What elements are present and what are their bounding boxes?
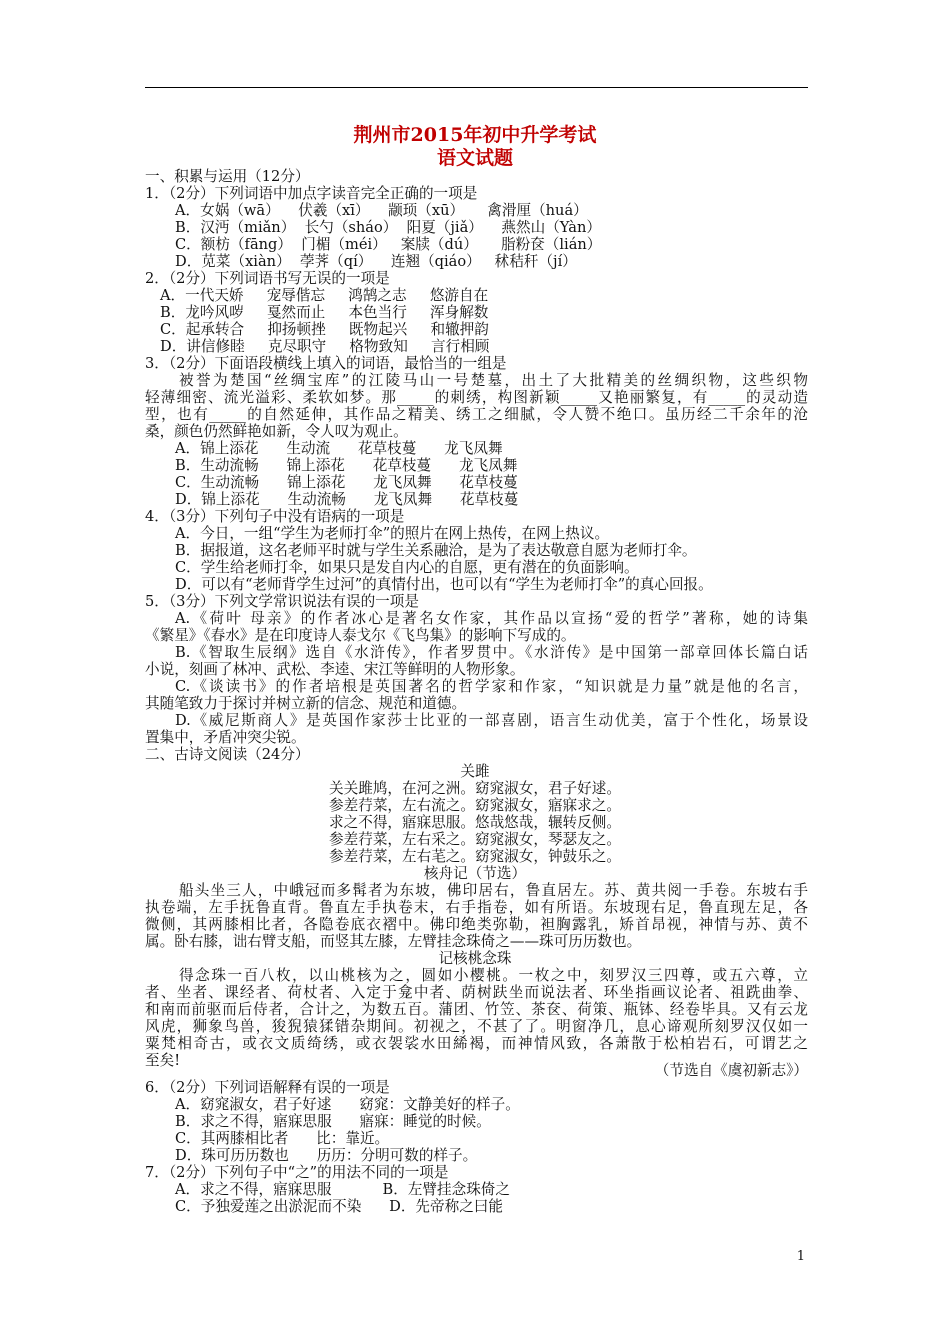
- text-line: 参差荇菜，左右芼之。窈窕淑女，钟鼓乐之。: [329, 848, 621, 865]
- document-subtitle: 语文试题: [436, 147, 513, 169]
- text-line: C．额枋（fāng） 门楣（méi） 案牍（dú） 脂粉奁（lián）: [175, 236, 602, 253]
- text-line: A．锦上添花 生动流 花草枝蔓 龙飞凤舞: [175, 440, 503, 457]
- text-line: （节选自《虞初新志》）: [654, 1062, 808, 1079]
- text-line: A.《荷叶 母亲》的作者冰心是著名女作家，其作品以宣扬“爱的哲学”著称，她的诗集: [175, 610, 808, 627]
- text-line: A．窈窕淑女，君子好逑 窈窕：文静美好的样子。: [175, 1096, 520, 1113]
- text-line: A．今日，一组“学生为老师打伞”的照片在网上热传，在网上热议。: [175, 525, 610, 542]
- text-line: B．汉沔（miǎn） 长勺（sháo） 阳夏（jiǎ） 燕然山（Yàn）: [175, 219, 601, 236]
- text-line: C．起承转合 抑扬顿挫 既物起兴 和辙押韵: [160, 321, 489, 338]
- text-line: B．求之不得，寤寐思服 寤寐：睡觉的时候。: [175, 1113, 491, 1130]
- text-line: 核舟记（节选）: [423, 865, 527, 882]
- text-line: D．珠可历历数也 历历：分明可数的样子。: [175, 1147, 478, 1164]
- text-line: 7．（2分）下列句子中“之”的用法不同的一项是: [145, 1164, 449, 1181]
- header-rule: [145, 87, 808, 88]
- text-line: D．锦上添花 生动流畅 龙飞凤舞 花草枝蔓: [175, 491, 519, 508]
- text-line: 一、积累与运用（12分）: [145, 168, 310, 185]
- text-line: 关雎: [460, 763, 490, 780]
- text-line: A．女娲（wā） 伏羲（xī） 颛顼（xū） 禽滑厘（huá）: [175, 202, 588, 219]
- text-line: 粟梵相奇古，或衣文质绮绣，或衣袈裟水田絺褐，而神情风致，各萧散于松柏岩石，可谓艺之: [145, 1035, 808, 1052]
- text-line: 风虎，狮象鸟兽，狻猊猿猱错杂期间。初视之，不甚了了。明窗净几，息心谛观所刻罗汉仅如一: [145, 1018, 808, 1035]
- text-line: 置集中，矛盾冲突尖锐。: [145, 729, 306, 746]
- page-number: 1: [796, 1249, 805, 1264]
- text-line: D．讲信修睦 克尽职守 格物致知 言行相顾: [160, 338, 490, 355]
- text-line: 参差荇菜，左右采之。窈窕淑女，琴瑟友之。: [329, 831, 621, 848]
- text-line: 求之不得，寤寐思服。悠哉悠哉，辗转反侧。: [329, 814, 621, 831]
- text-line: D．苋菜（xiàn） 荸荠（qí） 连翘（qiáo） 秫秸秆（jí）: [175, 253, 577, 270]
- text-line: 记核桃念珠: [438, 950, 512, 967]
- text-line: 5．（3分）下列文学常识说法有误的一项是: [145, 593, 419, 610]
- text-line: 得念珠一百八枚，以山桃核为之，圆如小樱桃。一枚之中，刻罗汉三四尊，或五六尊，立: [179, 967, 808, 984]
- text-line: C．生动流畅 锦上添花 龙飞凤舞 花草枝蔓: [175, 474, 518, 491]
- text-line: C.《谈读书》的作者培根是英国著名的哲学家和作家，“知识就是力量”就是他的名言，: [175, 678, 808, 695]
- text-line: D.《威尼斯商人》是英国作家莎士比亚的一部喜剧，语言生动优美，富于个性化，场景设: [175, 712, 808, 729]
- text-line: 属。卧右膝，诎右臂支船，而竖其左膝，左臂挂念珠倚之——珠可历历数也。: [145, 933, 642, 950]
- text-line: 参差荇菜，左右流之。窈窕淑女，寤寐求之。: [329, 797, 621, 814]
- text-line: A．一代天娇 宠辱偕忘 鸿鹄之志 悠游自在: [160, 287, 489, 304]
- text-line: 4．（3分）下列句子中没有语病的一项是: [145, 508, 405, 525]
- text-line: 关关雎鸠，在河之洲。窈窕淑女，君子好逑。: [329, 780, 621, 797]
- text-line: 轻薄细密、流光溢彩、柔软如梦。那_____的刺绣，构图新颖_____又艳丽繁复，有_____的灵动造: [145, 389, 808, 406]
- text-line: 和南而前驱而后侍者，合计之，为数五百。蒲团、竹笠、茶奁、荷策、瓶钵、经卷毕具。又有云龙: [145, 1001, 808, 1018]
- text-line: 二、古诗文阅读（24分）: [145, 746, 310, 763]
- text-line: 《繁星》《春水》是在印度诗人泰戈尔《飞鸟集》的影响下写成的。: [145, 627, 576, 644]
- text-line: B.《智取生辰纲》选自《水浒传》，作者罗贯中。《水浒传》是中国第一部章回体长篇白话: [175, 644, 808, 661]
- text-line: C．其两膝相比者 比：靠近。: [175, 1130, 390, 1147]
- text-line: 至矣!: [145, 1052, 181, 1069]
- text-line: 型，也有_____的自然延伸，其作品之精美、绣工之细腻，令人赞不绝口。虽历经二千余年的沧: [145, 406, 808, 423]
- text-line: 小说，刻画了林冲、武松、李逵、宋江等鲜明的人物形象。: [145, 661, 525, 678]
- text-line: B．生动流畅 锦上添花 花草枝蔓 龙飞凤舞: [175, 457, 518, 474]
- text-line: C．学生给老师打伞，如果只是发自内心的自愿，更有潜在的负面影响。: [175, 559, 639, 576]
- text-line: 桑，颜色仍然鲜艳如新，令人叹为观止。: [145, 423, 408, 440]
- text-line: 者、坐者、课经者、荷杖者、入定于龛中者、荫树趺坐而说法者、环坐指画议论者、祖跣曲拳、: [145, 984, 808, 1001]
- text-line: 其随笔致力于探讨并树立新的信念、规范和道德。: [145, 695, 467, 712]
- text-line: D．可以有“老师背学生过河”的真情付出，也可以有“学生为老师打伞”的真心回报。: [175, 576, 713, 593]
- text-line: 船头坐三人，中峨冠而多髯者为东坡，佛印居右，鲁直居左。苏、黄共阅一手卷。东坡右手: [179, 882, 808, 899]
- text-line: 6．（2分）下列词语解释有误的一项是: [145, 1079, 390, 1096]
- text-line: 执卷端，左手抚鲁直背。鲁直左手执卷末，右手指卷，如有所语。东坡现右足，鲁直现左足，各: [145, 899, 808, 916]
- text-line: 1．（2分）下列词语中加点字读音完全正确的一项是: [145, 185, 478, 202]
- document-title: 荆州市2015年初中升学考试: [353, 124, 597, 146]
- text-line: 微侧，其两膝相比者，各隐卷底衣褶中。佛印绝类弥勒，袒胸露乳，矫首昂视，神情与苏、黄不: [145, 916, 808, 933]
- text-line: B．龙吟风哕 戛然而止 本色当行 浑身解数: [160, 304, 489, 321]
- text-line: 被誉为楚国“丝绸宝库”的江陵马山一号楚墓，出土了大批精美的丝绸织物，这些织物: [179, 372, 808, 389]
- text-line: C．予独爱莲之出淤泥而不染 D．先帝称之曰能: [175, 1198, 503, 1215]
- text-line: B．据报道，这名老师平时就与学生关系融洽，是为了表达敬意自愿为老师打伞。: [175, 542, 697, 559]
- text-line: 3．（2分）下面语段横线上填入的词语，最恰当的一组是: [145, 355, 507, 372]
- text-line: 2．（2分）下列词语书写无误的一项是: [145, 270, 390, 287]
- text-line: A．求之不得，寤寐思服 B．左臂挂念珠倚之: [175, 1181, 510, 1198]
